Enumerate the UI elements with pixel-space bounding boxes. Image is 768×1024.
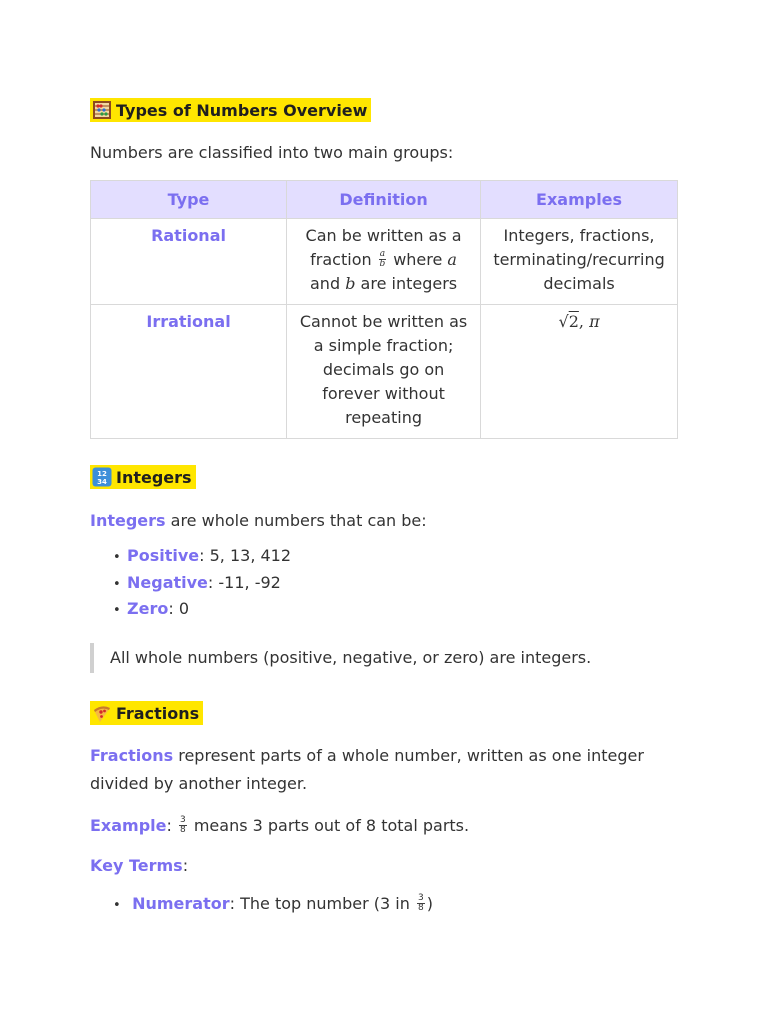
sqrt-radicand: 2 — [568, 312, 579, 331]
fractions-intro-line2: divided by another integer. — [90, 774, 308, 793]
fraction-denominator: 8 — [417, 903, 424, 913]
section-heading-types — [90, 98, 371, 122]
table-header-type: Type — [91, 181, 287, 219]
examples-rational: Integers, fractions, terminating/recurring decimals — [481, 219, 678, 305]
list-item — [90, 597, 291, 624]
svg-text:34: 34 — [97, 478, 107, 486]
abacus-icon — [92, 100, 112, 120]
definition-text: where — [393, 250, 443, 269]
table-header-row — [91, 181, 678, 219]
list-term: Zero — [127, 599, 169, 618]
list-item — [90, 890, 433, 920]
types-intro: Numbers are classified into two main groups: — [90, 143, 454, 162]
table-header-definition: Definition — [287, 181, 481, 219]
math-variable-b: b — [345, 274, 356, 293]
list-text: : 5, 13, 412 — [199, 546, 292, 565]
section-heading-fractions — [90, 701, 203, 725]
type-rational: Rational — [91, 219, 287, 305]
fraction-3-over-8 — [179, 816, 187, 835]
math-variable-a: a — [447, 250, 457, 269]
list-text: : 0 — [168, 599, 189, 618]
type-irrational: Irrational — [91, 305, 287, 439]
table-row — [91, 219, 678, 305]
fractions-intro-line1 — [90, 742, 644, 770]
key-terms-colon: : — [182, 856, 189, 875]
fraction-numerator: 3 — [417, 893, 424, 903]
definition-irrational: Cannot be written as a simple fraction; decimals go on forever without repeating — [287, 305, 481, 439]
key-terms-label: Key Terms — [90, 856, 183, 875]
list-term: Negative — [127, 572, 208, 592]
sqrt-symbol: √2, — [558, 312, 584, 331]
section-title: Fractions — [116, 703, 200, 723]
number-types-table — [90, 180, 678, 439]
integers-intro — [90, 507, 427, 535]
list-item — [90, 571, 291, 598]
table-header-examples: Examples — [481, 181, 678, 219]
section-title: Integers — [116, 467, 192, 487]
list-text: : -11, -92 — [207, 572, 281, 592]
fraction-3-over-8 — [417, 894, 425, 913]
fraction-a-over-b — [379, 250, 386, 269]
section-title: Types of Numbers Overview — [116, 100, 368, 120]
svg-text:12: 12 — [97, 470, 107, 478]
fraction-denominator: 8 — [180, 825, 186, 835]
numbers-1234-icon — [92, 467, 112, 487]
definition-text: and — [310, 274, 341, 293]
section-heading-integers — [90, 465, 196, 489]
integers-term: Integers — [90, 511, 166, 530]
integer-kinds-list — [90, 544, 291, 624]
integers-intro-text: are whole numbers that can be: — [165, 511, 427, 530]
examples-irrational — [481, 305, 678, 439]
key-terms-heading — [90, 852, 188, 880]
fractions-intro-text: represent parts of a whole number, written as one integer — [173, 746, 644, 765]
list-term: Numerator — [132, 894, 230, 913]
example-text: means 3 parts out of 8 total parts. — [193, 816, 470, 835]
fraction-numerator: a — [379, 249, 386, 259]
list-text: : The top number (3 in — [229, 894, 410, 913]
fractions-term: Fractions — [90, 746, 174, 765]
list-item — [90, 544, 291, 571]
fraction-denominator: b — [379, 259, 386, 269]
table-row — [91, 305, 678, 439]
integers-quote: All whole numbers (positive, negative, or zero) are integers. — [90, 643, 591, 673]
example-colon: : — [166, 816, 172, 835]
fraction-numerator: 3 — [180, 815, 186, 825]
key-terms-list — [90, 890, 433, 920]
list-term: Positive — [127, 546, 200, 565]
definition-text: are integers — [360, 274, 458, 293]
definition-text: Can be written as a fraction — [305, 226, 462, 269]
fraction-example — [90, 812, 469, 840]
pi-symbol: π — [589, 312, 600, 331]
example-label: Example — [90, 816, 167, 835]
pizza-icon — [92, 703, 112, 723]
definition-rational — [287, 219, 481, 305]
list-text: ) — [426, 894, 433, 913]
